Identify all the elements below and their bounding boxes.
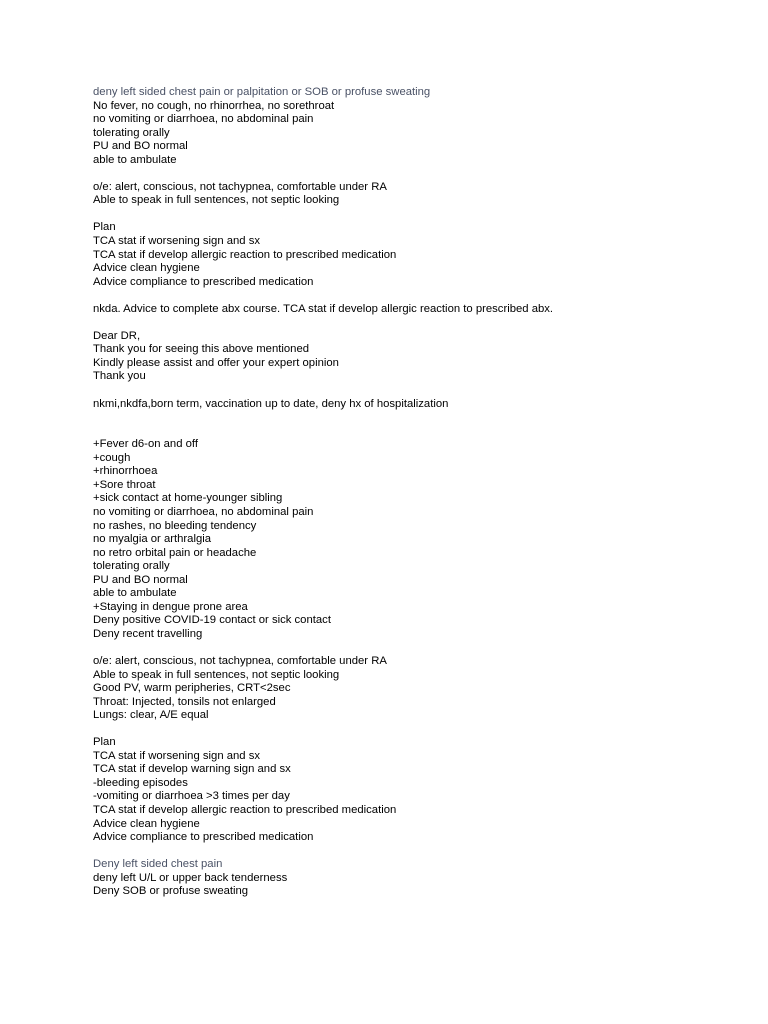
plan-heading: Plan [93, 736, 116, 749]
text-line: Deny recent travelling [93, 627, 203, 640]
text-line: +Staying in dengue prone area [93, 600, 248, 613]
text-line: o/e: alert, conscious, not tachypnea, comfortable under RA [93, 180, 387, 193]
text-line: able to ambulate [93, 587, 177, 600]
text-line: TCA stat if worsening sign and sx [93, 235, 261, 248]
blank-line [93, 289, 733, 303]
text-line: PU and BO normal [93, 573, 188, 586]
text-line: -bleeding episodes [93, 776, 188, 789]
text-line: No fever, no cough, no rhinorrhea, no sorethroat [93, 99, 335, 112]
text-line: Deny SOB or profuse sweating [93, 885, 249, 898]
text-line: no vomiting or diarrhoea, no abdominal pain [93, 505, 314, 518]
text-line: Advice compliance to prescribed medication [93, 275, 314, 288]
text-line: TCA stat if develop allergic reaction to prescribed medication [93, 803, 397, 816]
plan-section-2 [93, 736, 733, 844]
chest-pain-heading: Deny left sided chest pain [93, 858, 223, 871]
text-line: +Sore throat [93, 478, 156, 491]
text-line: no myalgia or arthralgia [93, 533, 212, 546]
text-line: o/e: alert, conscious, not tachypnea, comfortable under RA [93, 654, 387, 667]
text-line: able to ambulate [93, 153, 177, 166]
blank-line [93, 641, 733, 655]
text-line: Able to speak in full sentences, not septic looking [93, 194, 340, 207]
text-line: +cough [93, 451, 131, 464]
text-line: Good PV, warm peripheries, CRT<2sec [93, 682, 291, 695]
plan-section [93, 221, 733, 289]
text-line: Advice clean hygiene [93, 262, 200, 275]
text-line: tolerating orally [93, 560, 170, 573]
text-line: Throat: Injected, tonsils not enlarged [93, 695, 276, 708]
blank-line [93, 425, 733, 439]
blank-line [93, 208, 733, 222]
text-line: Advice clean hygiene [93, 817, 200, 830]
blank-line [93, 411, 733, 425]
blank-line [93, 167, 733, 181]
blank-line [93, 316, 733, 330]
chest-pain-denial-line: deny left sided chest pain or palpitation or SOB or profuse sweating [93, 86, 431, 98]
text-line: TCA stat if worsening sign and sx [93, 749, 261, 762]
text-line: nkmi,nkdfa,born term, vaccination up to date, deny hx of hospitalization [93, 397, 449, 410]
document-page [93, 86, 733, 899]
text-line: Lungs: clear, A/E equal [93, 709, 209, 722]
text-line: Thank you [93, 370, 146, 383]
fever-history-section [93, 438, 733, 641]
text-line: +Fever d6-on and off [93, 438, 198, 451]
referral-letter-section [93, 330, 733, 384]
background-history-section [93, 398, 733, 412]
text-line: no retro orbital pain or headache [93, 546, 257, 559]
examination-section-2 [93, 655, 733, 723]
text-line: deny left U/L or upper back tenderness [93, 871, 288, 884]
blank-line [93, 845, 733, 859]
text-line: TCA stat if develop warning sign and sx [93, 763, 291, 776]
blank-line [93, 384, 733, 398]
history-section [93, 86, 733, 167]
text-line: Advice compliance to prescribed medication [93, 831, 314, 844]
allergy-advice-section [93, 303, 733, 317]
plan-heading: Plan [93, 221, 116, 234]
text-line: PU and BO normal [93, 140, 188, 153]
text-line: Dear DR, [93, 329, 141, 342]
chest-pain-section [93, 858, 733, 899]
blank-line [93, 723, 733, 737]
text-line: Deny positive COVID-19 contact or sick contact [93, 614, 331, 627]
examination-section [93, 181, 733, 208]
text-line: +rhinorrhoea [93, 465, 158, 478]
text-line: TCA stat if develop allergic reaction to prescribed medication [93, 248, 397, 261]
text-line: -vomiting or diarrhoea >3 times per day [93, 790, 290, 803]
text-line: tolerating orally [93, 126, 170, 139]
text-line: Kindly please assist and offer your expert opinion [93, 356, 339, 369]
text-line: no vomiting or diarrhoea, no abdominal pain [93, 113, 314, 126]
text-line: nkda. Advice to complete abx course. TCA stat if develop allergic reaction to prescribed abx. [93, 302, 554, 315]
text-line: Able to speak in full sentences, not septic looking [93, 668, 340, 681]
text-line: +sick contact at home-younger sibling [93, 492, 283, 505]
text-line: Thank you for seeing this above mentioned [93, 343, 310, 356]
text-line: no rashes, no bleeding tendency [93, 519, 257, 532]
